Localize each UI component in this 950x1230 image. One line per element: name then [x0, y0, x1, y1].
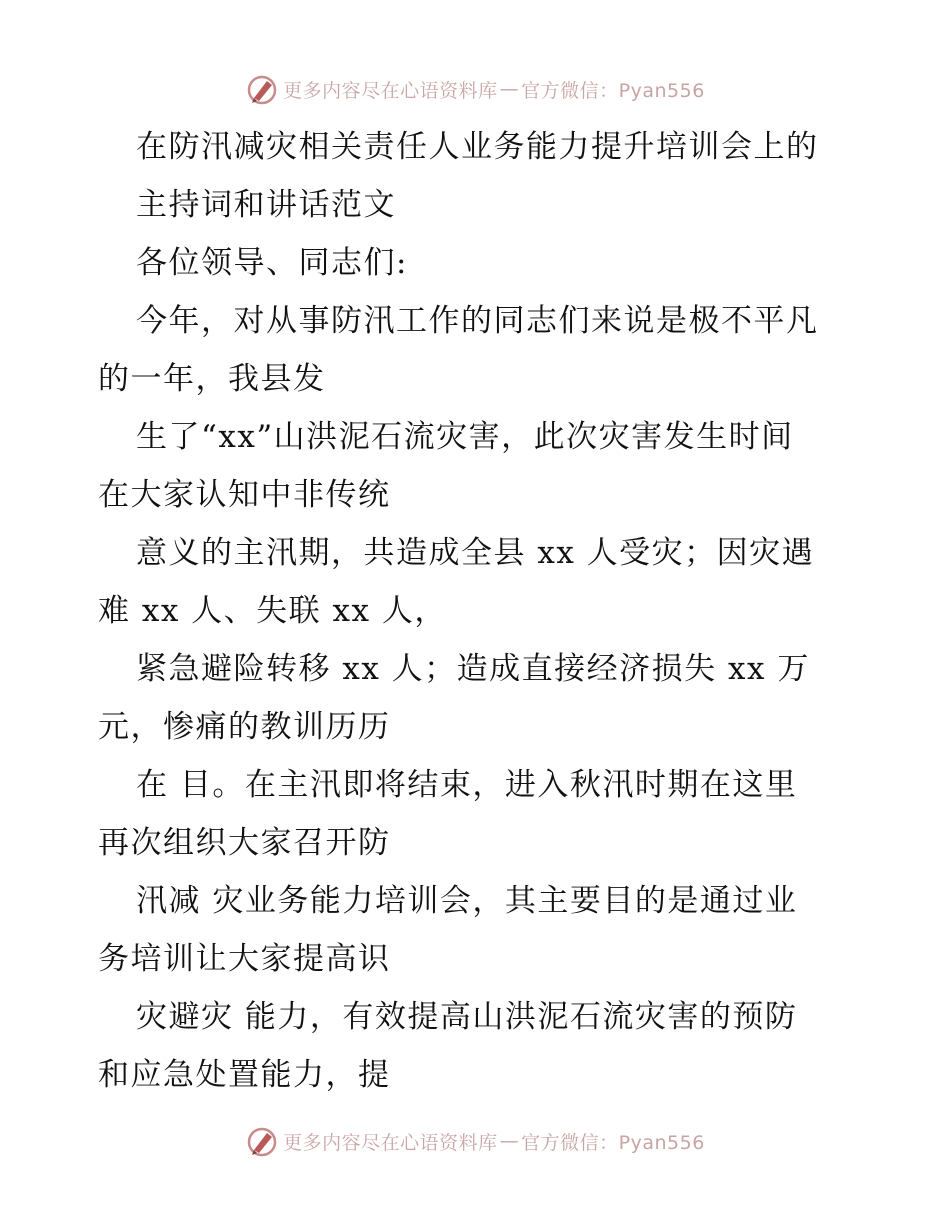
document-title-line-2: 主持词和讲话范文 [136, 187, 396, 223]
pen-logo-icon [245, 72, 279, 106]
paragraph-line: 再次组织大家召开防 [98, 825, 391, 861]
paragraph-line: 紧急避险转移 xx 人；造成直接经济损失 xx 万 [136, 651, 810, 687]
document-title-line-1: 在防汛减灾相关责任人业务能力提升培训会上的 [136, 129, 819, 165]
paragraph-line: 和应急处置能力，提 [98, 1057, 391, 1093]
paragraph-line: 在大家认知中非传统 [98, 477, 391, 513]
paragraph-line: 生了“xx”山洪泥石流灾害，此次灾害发生时间 [136, 419, 794, 455]
salutation: 各位领导、同志们: [136, 245, 408, 281]
watermark-contact: 官方微信：Pyan556 [521, 1131, 705, 1154]
watermark-text: 更多内容尽在心语资料库 [283, 79, 498, 102]
paragraph-line: 在 目。在主汛即将结束，进入秋汛时期在这里 [136, 767, 798, 803]
pen-logo-icon [245, 1124, 279, 1158]
paragraph-line: 难 xx 人、失联 xx 人， [98, 593, 447, 629]
paragraph-line: 的一年，我县发 [98, 361, 326, 397]
paragraph-line: 灾避灾 能力，有效提高山洪泥石流灾害的预防 [136, 999, 798, 1035]
paragraph-line: 意义的主汛期，共造成全县 xx 人受灾；因灾遇 [136, 535, 815, 571]
footer-watermark [0, 1124, 950, 1158]
watermark-separator: — [499, 1130, 520, 1152]
document-body [98, 118, 858, 1104]
paragraph-line: 务培训让大家提高识 [98, 941, 391, 977]
watermark-separator: — [499, 78, 520, 100]
watermark-text: 更多内容尽在心语资料库 [283, 1131, 498, 1154]
header-watermark [0, 72, 950, 106]
paragraph-line: 今年，对从事防汛工作的同志们来说是极不平凡 [136, 303, 819, 339]
paragraph-line: 元，惨痛的教训历历 [98, 709, 391, 745]
watermark-contact: 官方微信：Pyan556 [521, 79, 705, 102]
paragraph-line: 汛减 灾业务能力培训会，其主要目的是通过业 [136, 883, 798, 919]
